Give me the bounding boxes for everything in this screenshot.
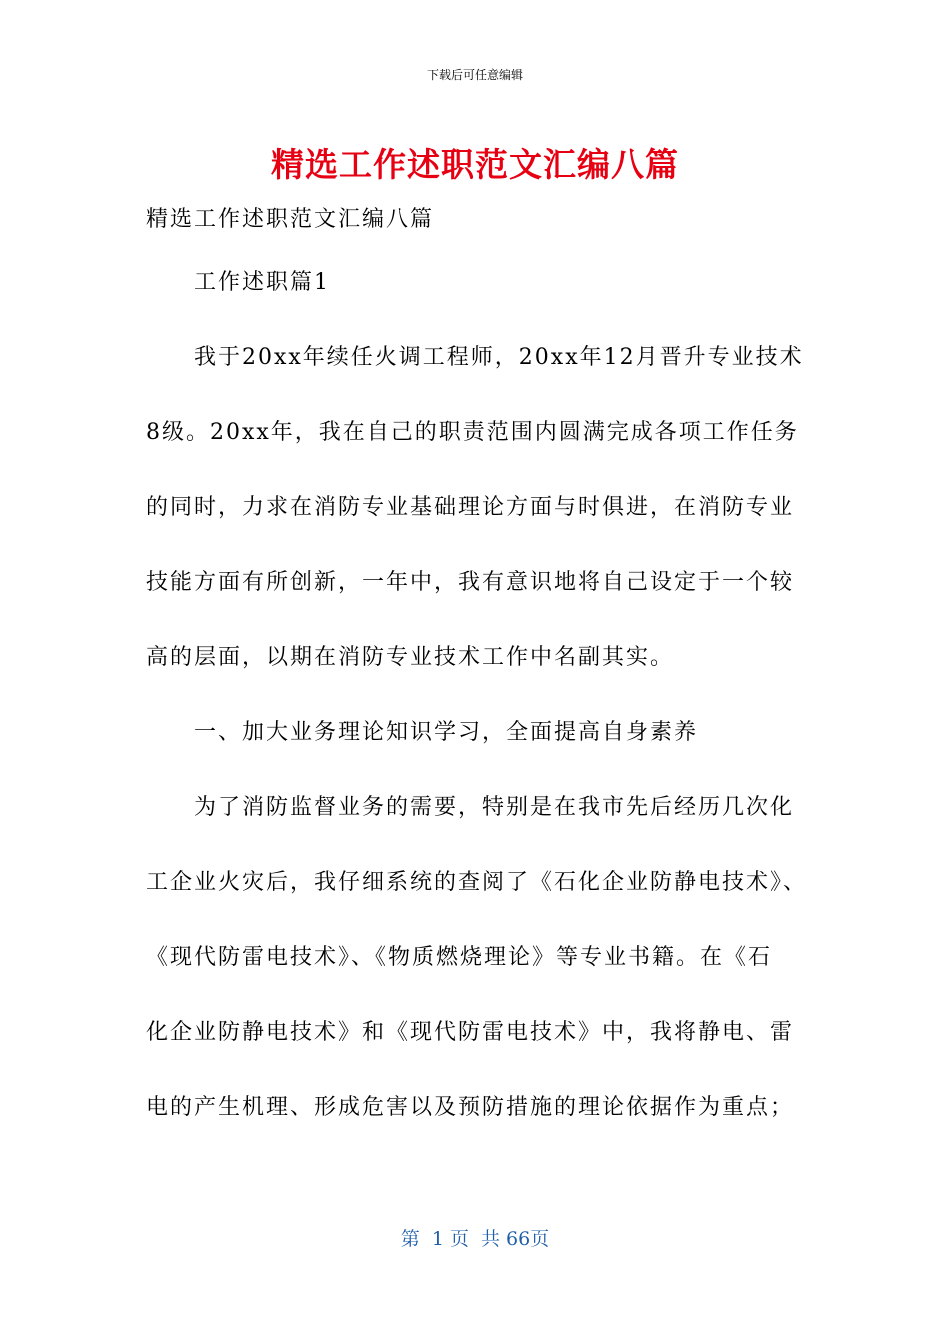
paragraph-line: 《现代防雷电技术》、《物质燃烧理论》等专业书籍。在《石 <box>146 945 773 970</box>
subsection-heading: 一、加大业务理论知识学习，全面提高自身素养 <box>194 720 699 745</box>
section-heading: 工作述职篇1 <box>194 270 330 295</box>
paragraph-line: 工企业火灾后，我仔细系统的查阅了《石化企业防静电技术》、 <box>146 870 808 895</box>
paragraph-line: 的同时，力求在消防专业基础理论方面与时俱进，在消防专业 <box>146 495 795 520</box>
paragraph-line: 高的层面，以期在消防专业技术工作中名副其实。 <box>146 645 675 670</box>
paragraph-line: 技能方面有所创新，一年中，我有意识地将自己设定于一个较 <box>146 570 795 595</box>
paragraph-line: 8级。20xx年，我在自己的职责范围内圆满完成各项工作任务 <box>146 420 799 445</box>
body-subtitle: 精选工作述职范文汇编八篇 <box>146 207 435 232</box>
paragraph-line: 我于20xx年续任火调工程师，20xx年12月晋升专业技术 <box>194 345 804 370</box>
header-note: 下载后可任意编辑 <box>426 68 523 82</box>
paragraph-line: 化企业防静电技术》和《现代防雷电技术》中，我将静电、雷 <box>146 1020 795 1045</box>
paragraph-line: 为了消防监督业务的需要，特别是在我市先后经历几次化 <box>194 795 795 820</box>
paragraph-line: 电的产生机理、形成危害以及预防措施的理论依据作为重点； <box>146 1095 795 1120</box>
document-title: 精选工作述职范文汇编八篇 <box>271 145 679 184</box>
page-number-footer: 第 1 页 共 66页 <box>400 1228 550 1250</box>
document-body <box>146 195 806 1145</box>
